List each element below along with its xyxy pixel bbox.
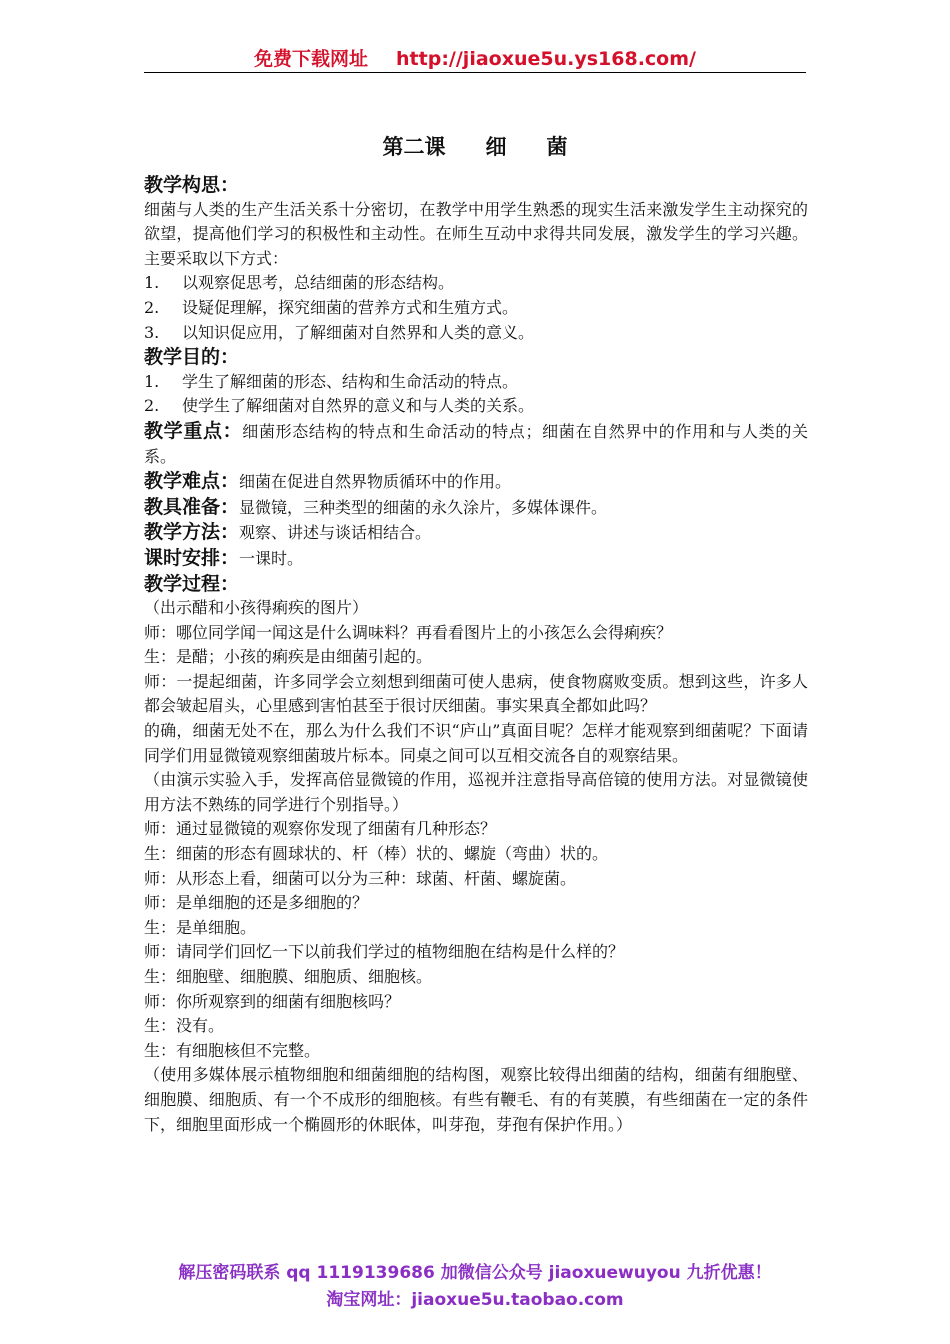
list-item bbox=[144, 321, 808, 346]
dialogue-line: 师：请同学们回忆一下以前我们学过的植物细胞在结构是什么样的？ bbox=[144, 942, 625, 962]
list-text: 设疑促理解，探究细菌的营养方式和生殖方式。 bbox=[182, 297, 519, 317]
title-char-2: 菌 bbox=[546, 135, 568, 159]
dialogue-line: 师：是单细胞的还是多细胞的？ bbox=[144, 893, 369, 913]
list-item bbox=[144, 394, 808, 419]
footer-shop-link[interactable]: jiaoxue5u.taobao.com bbox=[411, 1290, 624, 1310]
dialogue-line: 生：是单细胞。 bbox=[144, 917, 257, 937]
dialogue-line: 的确，细菌无处不在，那么为什么我们不识“庐山”真面目呢？怎样才能观察到细菌呢？下面请同学们用显微镜观察细菌玻片标本。同桌之间可以互相交流各自的观察结果。 bbox=[144, 721, 808, 765]
process-heading: 教学过程： bbox=[144, 572, 240, 595]
dialogue-line: 师：你所观察到的细菌有细胞核吗？ bbox=[144, 991, 401, 1011]
idea-text: 细菌与人类的生产生活关系十分密切，在教学中用学生熟悉的现实生活来激发学生主动探究的欲望，提高他们学习的积极性和主动性。在师生互动中求得共同发展，激发学生的学习兴趣。主要采取以下方式： bbox=[144, 199, 808, 268]
method-label: 教学方法： bbox=[144, 521, 240, 544]
difficulty-label: 教学难点： bbox=[144, 470, 240, 493]
idea-heading: 教学构思： bbox=[144, 174, 240, 196]
dialogue-line: 生：有细胞核但不完整。 bbox=[144, 1040, 321, 1060]
dialogue-line: （出示醋和小孩得痢疾的图片） bbox=[144, 598, 369, 618]
document-body bbox=[144, 173, 808, 1137]
header-label: 免费下载网址 bbox=[254, 48, 369, 70]
method-text: 观察、讲述与谈话相结合。 bbox=[239, 523, 432, 543]
title-char-1: 细 bbox=[485, 135, 507, 159]
list-text: 使学生了解细菌对自然界的意义和与人类的关系。 bbox=[182, 396, 535, 416]
page-title bbox=[0, 131, 950, 161]
footer-shop-line bbox=[0, 1287, 950, 1314]
list-text: 以观察促思考，总结细菌的形态结构。 bbox=[182, 273, 455, 293]
key-point-label: 教学重点： bbox=[144, 419, 243, 442]
materials-text: 显微镜，三种类型的细菌的永久涂片，多媒体课件。 bbox=[239, 497, 608, 517]
header-url-link[interactable]: http://jiaoxue5u.ys168.com/ bbox=[396, 48, 696, 70]
difficulty-section bbox=[144, 469, 808, 495]
footer-contact-line: 解压密码联系 qq 1119139686 加微信公众号 jiaoxuewuyou 九折优惠！ bbox=[178, 1263, 772, 1283]
dialogue-line: 生：是醋；小孩的痢疾是由细菌引起的。 bbox=[144, 647, 433, 667]
difficulty-text: 细菌在促进自然界物质循环中的作用。 bbox=[239, 472, 512, 492]
dialogue-line: 师：哪位同学闻一闻这是什么调味料？再看看图片上的小孩怎么会得痢疾？ bbox=[144, 622, 673, 642]
goals-heading: 教学目的： bbox=[144, 346, 240, 369]
title-lesson: 第二课 bbox=[382, 135, 446, 159]
list-item bbox=[144, 271, 808, 296]
page-header bbox=[144, 44, 806, 73]
schedule-label: 课时安排： bbox=[144, 546, 240, 569]
list-text: 学生了解细菌的形态、结构和生命活动的特点。 bbox=[182, 371, 519, 391]
method-section bbox=[144, 520, 808, 546]
list-number: 3. bbox=[144, 322, 160, 342]
dialogue-line: 生：细菌的形态有圆球状的、杆（棒）状的、螺旋（弯曲）状的。 bbox=[144, 844, 609, 864]
dialogue-line: 生：没有。 bbox=[144, 1016, 225, 1036]
dialogue-line: （使用多媒体展示植物细胞和细菌细胞的结构图，观察比较得出细菌的结构，细菌有细胞壁、细胞膜、细胞质、有一个不成形的细胞核。有些有鞭毛、有的有荚膜，有些细菌在一定的条件下，细胞里面形成一个椭圆形的休眠体，叫芽孢，芽孢有保护作用。） bbox=[144, 1065, 808, 1134]
schedule-text: 一课时。 bbox=[239, 548, 304, 568]
list-item bbox=[144, 296, 808, 321]
dialogue-line: 师：一提起细菌，许多同学会立刻想到细菌可使人患病，使食物腐败变质。想到这些，许多人都会皱起眉头，心里感到害怕甚至于很讨厌细菌。事实果真全都如此吗？ bbox=[144, 671, 808, 716]
page-footer bbox=[0, 1260, 950, 1314]
dialogue-line: 生：细胞壁、细胞膜、细胞质、细胞核。 bbox=[144, 967, 433, 986]
list-item bbox=[144, 370, 808, 395]
list-number: 2. bbox=[144, 297, 160, 317]
dialogue-line: （由演示实验入手，发挥高倍显微镜的作用，巡视并注意指导高倍镜的使用方法。对显微镜使用方法不熟练的同学进行个别指导。） bbox=[144, 770, 808, 814]
key-point-section bbox=[144, 419, 808, 469]
materials-section bbox=[144, 495, 808, 521]
materials-label: 教具准备： bbox=[144, 495, 240, 518]
schedule-section bbox=[144, 546, 808, 572]
key-point-text: 细菌形态结构的特点和生命活动的特点；细菌在自然界中的作用和与人类的关系。 bbox=[144, 421, 808, 466]
list-number: 1. bbox=[144, 371, 160, 391]
dialogue-line: 师：从形态上看，细菌可以分为三种：球菌、杆菌、螺旋菌。 bbox=[144, 868, 577, 888]
dialogue-line: 师：通过显微镜的观察你发现了细菌有几种形态？ bbox=[144, 819, 497, 839]
list-text: 以知识促应用，了解细菌对自然界和人类的意义。 bbox=[182, 322, 535, 342]
list-number: 1. bbox=[144, 273, 160, 293]
list-number: 2. bbox=[144, 396, 160, 416]
footer-shop-label: 淘宝网址： bbox=[326, 1290, 412, 1310]
